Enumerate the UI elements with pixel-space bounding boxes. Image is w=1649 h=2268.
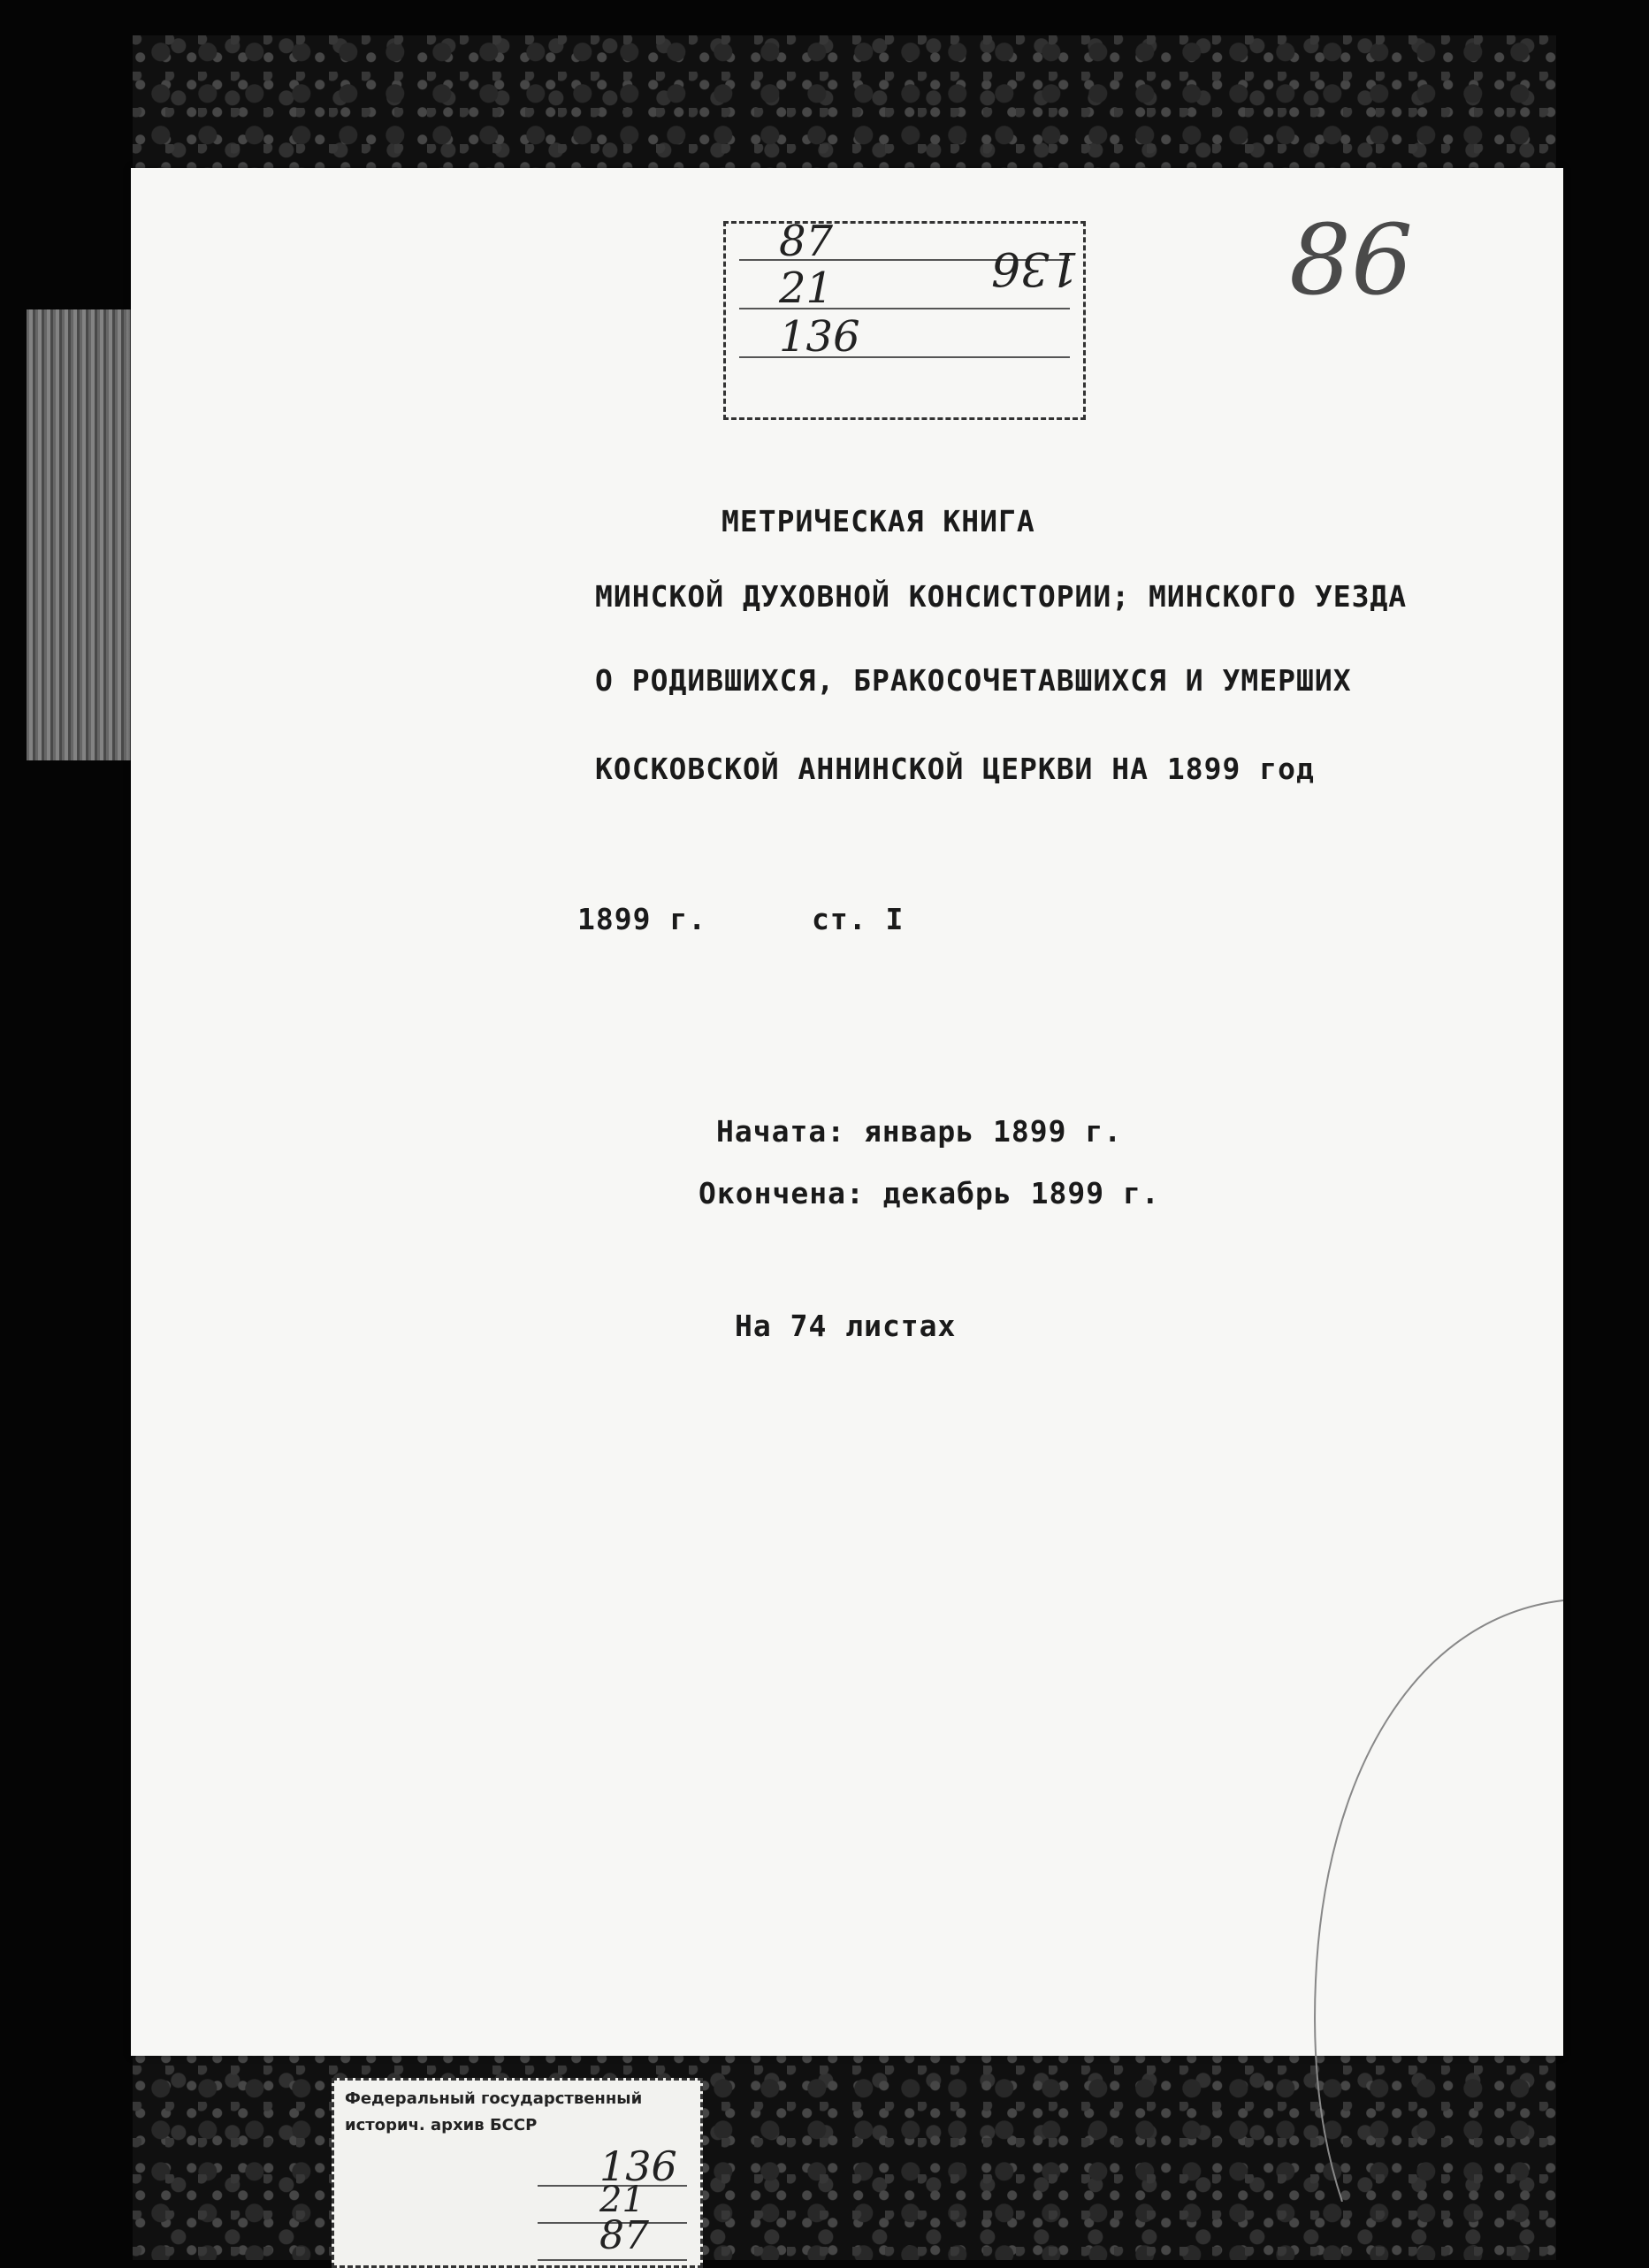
title-line-4: КОСКОВСКОЙ АННИНСКОЙ ЦЕРКВИ НА 1899 год bbox=[595, 752, 1315, 786]
stamp-bottom-number-1: 136 bbox=[599, 2142, 677, 2190]
year-label: 1899 г. bbox=[577, 902, 707, 936]
title-line-2: МИНСКОЙ ДУХОВНОЙ КОНСИСТОРИИ; МИНСКОГО УЕЗДА bbox=[595, 579, 1408, 614]
stamp-top-side-mark: 136 bbox=[991, 241, 1080, 294]
stamp-top-number-3: 136 bbox=[779, 312, 860, 362]
stamp-line bbox=[538, 2259, 687, 2261]
end-date: Окончена: декабрь 1899 г. bbox=[699, 1176, 1160, 1210]
stamp-top-number-2: 21 bbox=[779, 263, 834, 313]
pencil-arc bbox=[1307, 1583, 1572, 2202]
title-line-3: О РОДИВШИХСЯ, БРАКОСОЧЕТАВШИХСЯ И УМЕРШИХ bbox=[595, 663, 1352, 698]
start-date: Начата: январь 1899 г. bbox=[716, 1114, 1123, 1149]
sheets-count: На 74 листах bbox=[735, 1309, 957, 1343]
article-label: ст. I bbox=[812, 902, 905, 936]
stamp-bottom-number-3: 87 bbox=[599, 2213, 649, 2258]
stamp-bottom-line-2: историч. архив БССР bbox=[345, 2116, 538, 2134]
stamp-top-number-1: 87 bbox=[779, 217, 834, 266]
handwritten-page-number: 86 bbox=[1289, 203, 1413, 317]
archive-stamp-bottom bbox=[332, 2078, 703, 2268]
stamp-bottom-line-1: Федеральный государственный bbox=[345, 2089, 643, 2108]
archive-stamp-top bbox=[723, 217, 1086, 420]
stamp-bottom-number-2: 21 bbox=[599, 2180, 645, 2220]
title-line-1: МЕТРИЧЕСКАЯ КНИГА bbox=[721, 504, 1035, 538]
document-page bbox=[131, 168, 1563, 2056]
